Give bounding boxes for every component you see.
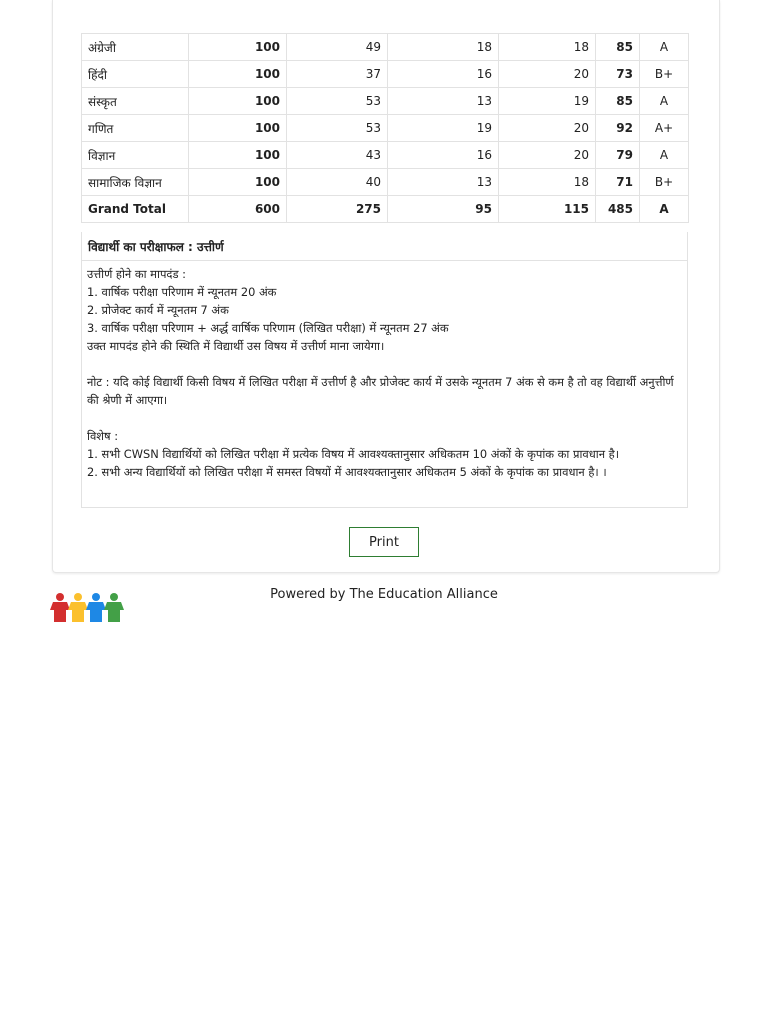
- criteria-item-2: 2. प्रोजेक्ट कार्य में न्यूनतम 7 अंक: [87, 303, 229, 317]
- marks-cell: 16: [388, 61, 499, 88]
- criteria-heading: उत्तीर्ण होने का मापदंड :: [87, 267, 187, 281]
- max-marks-cell: 100: [189, 88, 287, 115]
- table-row: [82, 169, 689, 196]
- total-cell: 71: [596, 169, 640, 196]
- table-row: [82, 115, 689, 142]
- marks-table: [81, 33, 689, 223]
- grade-cell: B+: [640, 61, 689, 88]
- criteria-item-1: 1. वार्षिक परीक्षा परिणाम में न्यूनतम 20 अंक: [87, 285, 277, 299]
- grade-cell: A: [640, 34, 689, 61]
- table-row: [82, 34, 689, 61]
- subject-cell: सामाजिक विज्ञान: [82, 169, 189, 196]
- max-marks-cell: 100: [189, 115, 287, 142]
- special-item-1: 1. सभी CWSN विद्यार्थियों को लिखित परीक्षा में प्रत्येक विषय में आवश्यक्तानुसार अधिकतम 10 अंकों के कृपांक का प्रावधान है।: [87, 447, 620, 461]
- marks-cell: 19: [499, 88, 596, 115]
- grade-cell: A: [640, 88, 689, 115]
- grand-total-sum: 485: [596, 196, 640, 223]
- total-cell: 92: [596, 115, 640, 142]
- total-cell: 85: [596, 34, 640, 61]
- marks-cell: 20: [499, 61, 596, 88]
- subject-cell: अंग्रेजी: [82, 34, 189, 61]
- max-marks-cell: 100: [189, 61, 287, 88]
- marks-cell: 40: [287, 169, 388, 196]
- marks-cell: 13: [388, 169, 499, 196]
- subject-cell: गणित: [82, 115, 189, 142]
- powered-by-footer: Powered by The Education Alliance: [270, 587, 498, 602]
- max-marks-cell: 100: [189, 169, 287, 196]
- marks-cell: 18: [499, 34, 596, 61]
- grade-cell: A+: [640, 115, 689, 142]
- marks-cell: 16: [388, 142, 499, 169]
- criteria-conclusion: उक्त मापदंड होने की स्थिति में विद्यार्थी उस विषय में उत्तीर्ण माना जायेगा।: [87, 339, 385, 353]
- subject-cell: विज्ञान: [82, 142, 189, 169]
- total-cell: 73: [596, 61, 640, 88]
- grand-total-label: Grand Total: [82, 196, 189, 223]
- criteria-item-3: 3. वार्षिक परीक्षा परिणाम + अर्द्ध वार्षिक परिणाम (लिखित परीक्षा) में न्यूनतम 27 अंक: [87, 321, 449, 335]
- marks-cell: 18: [388, 34, 499, 61]
- people-logo-icon: [38, 590, 138, 630]
- pass-criteria: [81, 260, 688, 508]
- total-cell: 79: [596, 142, 640, 169]
- marks-cell: 53: [287, 88, 388, 115]
- marks-cell: 37: [287, 61, 388, 88]
- print-button[interactable]: Print: [349, 527, 419, 557]
- marks-cell: 18: [499, 169, 596, 196]
- marks-cell: 43: [287, 142, 388, 169]
- table-row: [82, 142, 689, 169]
- table-row: [82, 61, 689, 88]
- special-heading: विशेष :: [87, 429, 119, 443]
- grand-total-cell: 275: [287, 196, 388, 223]
- table-row: [82, 88, 689, 115]
- subject-cell: हिंदी: [82, 61, 189, 88]
- marks-cell: 19: [388, 115, 499, 142]
- grand-total-cell: 95: [388, 196, 499, 223]
- max-marks-cell: 100: [189, 142, 287, 169]
- max-marks-cell: 100: [189, 34, 287, 61]
- grade-cell: A: [640, 142, 689, 169]
- total-cell: 85: [596, 88, 640, 115]
- marks-cell: 20: [499, 115, 596, 142]
- marks-cell: 49: [287, 34, 388, 61]
- marks-cell: 20: [499, 142, 596, 169]
- grand-total-grade: A: [640, 196, 689, 223]
- grand-total-cell: 115: [499, 196, 596, 223]
- marks-cell: 13: [388, 88, 499, 115]
- result-status: विद्यार्थी का परीक्षाफल : उत्तीर्ण: [81, 232, 688, 261]
- criteria-note: नोट : यदि कोई विद्यार्थी किसी विषय में लिखित परीक्षा में उत्तीर्ण है और प्रोजेक्ट कार्य में उसके न्यूनतम 7 अंक से कम है तो वह विद्यार्थी अनुत्तीर्ण की श्रेणी में आएगा।: [87, 375, 674, 407]
- grand-total-max: 600: [189, 196, 287, 223]
- grand-total-row: [82, 196, 689, 223]
- subject-cell: संस्कृत: [82, 88, 189, 115]
- marks-cell: 53: [287, 115, 388, 142]
- special-item-2: 2. सभी अन्य विद्यार्थियों को लिखित परीक्षा में समस्त विषयों में आवश्यक्तानुसार अधिकतम 5 अंकों के कृपांक का प्रावधान है। ।: [87, 465, 607, 479]
- grade-cell: B+: [640, 169, 689, 196]
